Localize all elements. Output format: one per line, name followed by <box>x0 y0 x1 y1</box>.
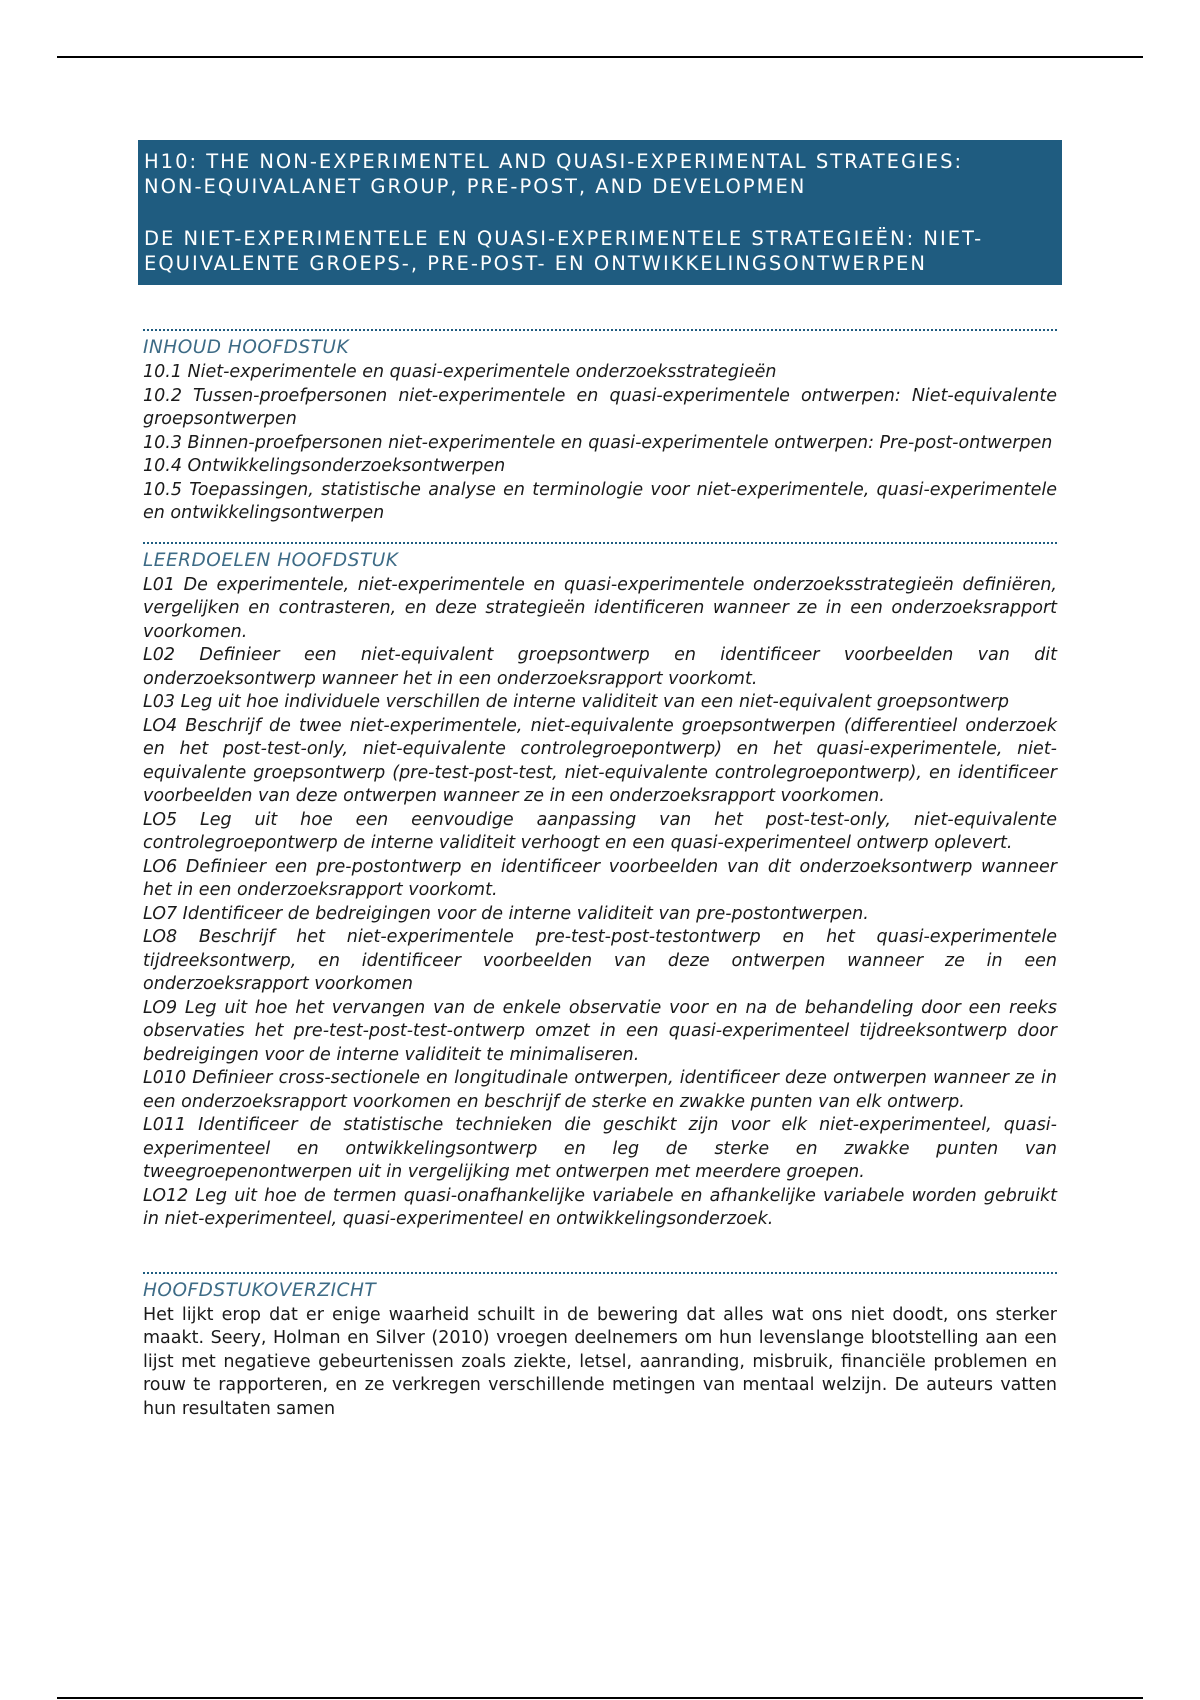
objective-item: L03 Leg uit hoe individuele verschillen de interne validiteit van een niet-equivalent groepsontwerp <box>143 692 1009 712</box>
objective-item: L010 Definieer cross-sectionele en longitudinale ontwerpen, identificeer deze ontwerpen wanneer ze in een onderzoeksrapport voorkomen en beschrijf de sterke en zwakke punten van elk ontwerp. <box>143 1068 1057 1112</box>
chapter-title-en-line-1: H10: THE NON-EXPERIMENTEL AND QUASI-EXPERIMENTAL STRATEGIES: <box>144 150 964 173</box>
footer-rule <box>57 1697 1143 1699</box>
contents-heading: INHOUD HOOFDSTUK <box>143 337 350 358</box>
overview-section <box>143 1272 1057 1422</box>
chapter-title-nl-line-1: DE NIET-EXPERIMENTELE EN QUASI-EXPERIMENTELE STRATEGIEËN: NIET- <box>144 227 984 250</box>
chapter-title-banner <box>138 140 1062 285</box>
objective-item: LO9 Leg uit hoe het vervangen van de enkele observatie voor en na de behandeling door een reeks observaties het pre-test-post-test-ontwerp omzet in een quasi-experimenteel tijdreeksontwerp door bedreigingen voor de interne validiteit te minimaliseren. <box>143 997 1057 1065</box>
overview-paragraph: Het lijkt erop dat er enige waarheid schuilt in de bewering dat alles wat ons niet doodt, ons sterker maakt. Seery, Holman en Silver (2010) vroegen deelnemers om hun levenslange blootstelling aan een lijst met negatieve gebeurtenissen zoals ziekte, letsel, aanranding, misbruik, financiële problemen en rouw te rapporteren, en ze verkregen verschillende metingen van mentaal welzijn. De auteurs vatten hun resultaten samen <box>143 1304 1057 1419</box>
contents-item: 10.3 Binnen-proefpersonen niet-experimentele en quasi-experimentele ontwerpen: Pre-post-ontwerpen <box>143 432 1053 453</box>
objective-item: LO4 Beschrijf de twee niet-experimentele, niet-equivalente groepsontwerpen (differentieel onderzoek en het post-test-only, niet-equivalente controlegroepontwerp) en het quasi-experimentele, niet-equivalente groepsontwerp (pre-test-post-test, niet-equivalente controlegroepontwerp), en identificeer voorbeelden van deze ontwerpen wanneer ze in een onderzoeksrapport voorkomen. <box>143 715 1057 806</box>
objective-item: LO12 Leg uit hoe de termen quasi-onafhankelijke variabele en afhankelijke variabele worden gebruikt in niet-experimenteel, quasi-experimenteel en ontwikkelingsonderzoek. <box>143 1185 1057 1229</box>
objective-item: LO8 Beschrijf het niet-experimentele pre-test-post-testontwerp en het quasi-experimentele tijdreeksontwerp, en identificeer voorbeelden van deze ontwerpen wanneer ze in een onderzoeksrapport voorkomen <box>143 927 1057 994</box>
section-divider <box>143 1272 1057 1274</box>
contents-item: 10.5 Toepassingen, statistische analyse en terminologie voor niet-experimentele, quasi-experimentele en ontwikkelingsontwerpen <box>143 479 1057 523</box>
document-body <box>143 140 1057 1421</box>
objective-item: LO7 Identificeer de bedreigingen voor de interne validiteit van pre-postontwerpen. <box>143 903 869 924</box>
objective-item: L011 Identificeer de statistische technieken die geschikt zijn voor elk niet-experimenteel, quasi-experimenteel en ontwikkelingsontwerp en leg de sterke en zwakke punten van tweegroepenontwerpen uit in vergelijking met ontwerpen met meerdere groepen. <box>143 1115 1057 1182</box>
section-divider <box>143 542 1057 544</box>
contents-section <box>143 329 1057 526</box>
header-rule <box>57 56 1143 58</box>
objective-item: L02 Definieer een niet-equivalent groepsontwerp en identificeer voorbeelden van dit onderzoeksontwerp wanneer het in een onderzoeksrapport voorkomt. <box>143 645 1057 689</box>
contents-item: 10.1 Niet-experimentele en quasi-experimentele onderzoeksstrategieën <box>143 362 777 382</box>
objectives-heading: LEERDOELEN HOOFDSTUK <box>143 549 399 571</box>
contents-item: 10.4 Ontwikkelingsonderzoeksontwerpen <box>143 456 506 476</box>
chapter-title-nl-line-2: EQUIVALENTE GROEPS-, PRE-POST- EN ONTWIKKELINGSONTWERPEN <box>144 252 927 275</box>
chapter-title-en-line-2: NON-EQUIVALANET GROUP, PRE-POST, AND DEVELOPMEN <box>144 175 807 198</box>
contents-item: 10.2 Tussen-proefpersonen niet-experimentele en quasi-experimentele ontwerpen: Niet-equivalente groepsontwerpen <box>143 385 1057 429</box>
section-divider <box>143 329 1057 331</box>
objectives-section <box>143 542 1057 1232</box>
objective-item: LO5 Leg uit hoe een eenvoudige aanpassing van het post-test-only, niet-equivalente controlegroepontwerp de interne validiteit verhoogt en een quasi-experimenteel ontwerp oplevert. <box>143 809 1057 853</box>
objective-item: L01 De experimentele, niet-experimentele en quasi-experimentele onderzoeksstrategieën definiëren, vergelijken en contrasteren, en deze strategieën identificeren wanneer ze in een onderzoeksrapport voorkomen. <box>143 574 1057 642</box>
overview-heading: HOOFDSTUKOVERZICHT <box>143 1279 377 1301</box>
objective-item: LO6 Definieer een pre-postontwerp en identificeer voorbeelden van dit onderzoeksontwerp wanneer het in een onderzoeksrapport voorkomt. <box>143 856 1057 900</box>
